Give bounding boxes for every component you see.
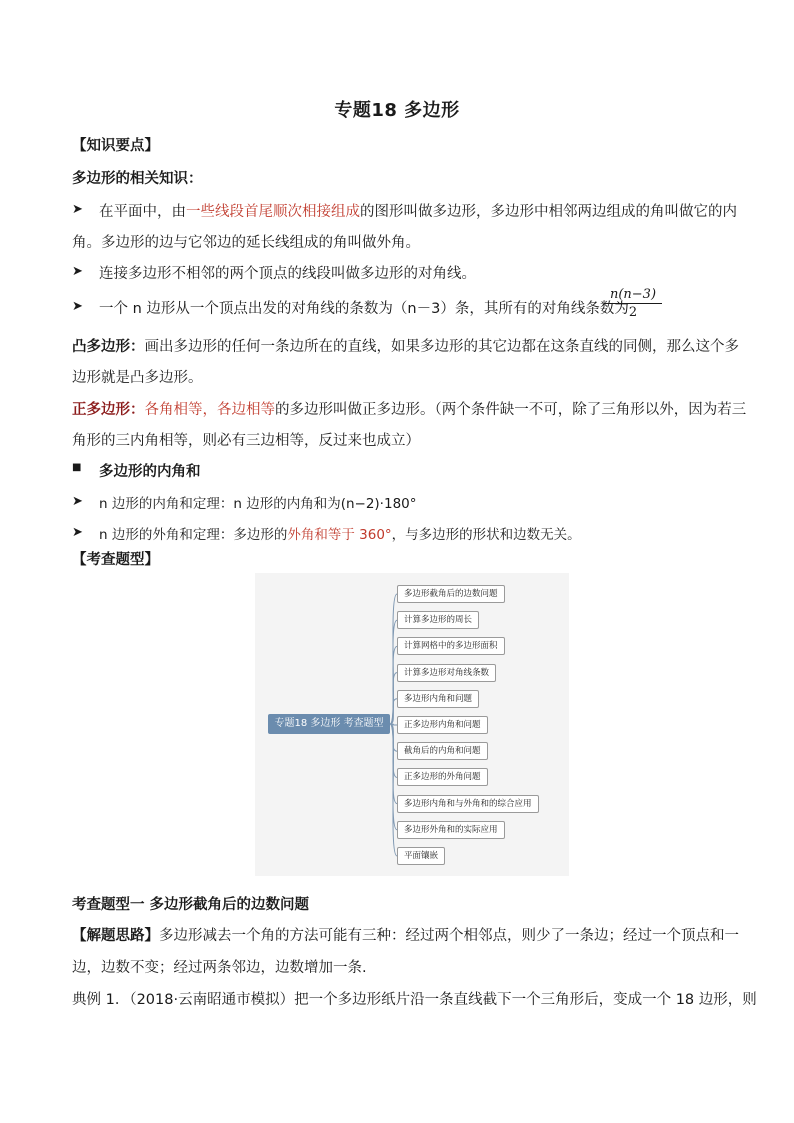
exterior-text: n 边形的外角和定理：多边形的 xyxy=(99,527,288,543)
arrow-bullet-icon: ➤ xyxy=(72,299,83,314)
interior-angle-theorem: n 边形的内角和定理：n 边形的内角和为(n−2)·180° xyxy=(99,496,417,512)
bullet1-highlight: 一些线段首尾顺次相接组成 xyxy=(186,204,360,220)
arrow-bullet-icon: ➤ xyxy=(72,202,83,217)
mindmap-node: 计算多边形对角线条数 xyxy=(397,664,496,682)
exterior-angle-theorem xyxy=(99,523,581,543)
regular-text: 的多边形叫做正多边形。（两个条件缺一不可，除了三角形以外，因为若三 xyxy=(275,402,747,418)
convex-label: 凸多边形： xyxy=(72,339,145,355)
mindmap-connector xyxy=(390,724,397,856)
mindmap-node: 多边形截角后的边数问题 xyxy=(397,585,505,603)
thinking-text: 多边形减去一个角的方法可能有三种：经过两个相邻点，则少了一条边；经过一个顶点和一 xyxy=(159,928,739,944)
fraction-denominator: 2 xyxy=(628,305,638,320)
mindmap-root: 专题18 多边形 考查题型 xyxy=(268,714,390,734)
mindmap-node: 正多边形的外角问题 xyxy=(397,768,488,786)
bullet2-text: 连接多边形不相邻的两个顶点的线段叫做多边形的对角线。 xyxy=(99,266,476,282)
convex-definition-line2: 边形就是凸多边形。 xyxy=(72,370,203,386)
mindmap-node: 计算多边形的周长 xyxy=(397,611,479,629)
type1-heading: 考查题型一 多边形截角后的边数问题 xyxy=(72,897,310,913)
bullet1-line1 xyxy=(99,200,737,221)
mindmap-node: 多边形内角和问题 xyxy=(397,690,479,708)
bullet1-text: 在平面中，由 xyxy=(99,204,186,220)
thinking-paragraph xyxy=(72,924,739,945)
mindmap-node: 平面镶嵌 xyxy=(397,847,445,865)
exterior-text-rest: ，与多边形的形状和边数无关。 xyxy=(391,527,581,543)
mindmap-node: 多边形内角和与外角和的综合应用 xyxy=(397,795,539,813)
thinking-label: 【解题思路】 xyxy=(72,928,159,944)
related-knowledge-heading: 多边形的相关知识： xyxy=(72,171,203,187)
mindmap-node: 正多边形内角和问题 xyxy=(397,716,488,734)
section-knowledge-heading: 【知识要点】 xyxy=(72,138,159,154)
mindmap-node: 多边形外角和的实际应用 xyxy=(397,821,505,839)
regular-highlight: 各角相等，各边相等 xyxy=(144,402,275,418)
section-types-heading: 【考查题型】 xyxy=(72,552,159,568)
example1-text: 典例 1．（2018·云南昭通市模拟）把一个多边形纸片沿一条直线截下一个三角形后，变成一个 18 边形，则 xyxy=(72,992,757,1008)
mindmap-node: 计算网格中的多边形面积 xyxy=(397,637,505,655)
diagonal-count-fraction xyxy=(604,287,662,320)
bullet1-line2: 角。多边形的边与它邻边的延长线组成的角叫做外角。 xyxy=(72,235,420,251)
bullet1-text-rest: 的图形叫做多边形，多边形中相邻两边组成的角叫做它的内 xyxy=(360,204,737,220)
square-bullet-icon: ■ xyxy=(72,462,82,473)
mindmap-connector xyxy=(390,699,397,724)
convex-definition xyxy=(72,335,739,356)
regular-label: 正多边形： xyxy=(72,402,145,418)
question-types-mindmap xyxy=(255,573,569,876)
arrow-bullet-icon: ➤ xyxy=(72,494,83,509)
regular-definition xyxy=(72,398,746,419)
mindmap-node: 截角后的内角和问题 xyxy=(397,742,488,760)
exterior-highlight: 外角和等于 360° xyxy=(287,527,392,543)
thinking-paragraph-line2: 边，边数不变；经过两条邻边，边数增加一条. xyxy=(72,960,367,976)
arrow-bullet-icon: ➤ xyxy=(72,525,83,540)
convex-text: 画出多边形的任何一条边所在的直线，如果多边形的其它边都在这条直线的同侧，那么这个多 xyxy=(144,339,739,355)
regular-definition-line2: 角形的三内角相等，则必有三边相等，反过来也成立） xyxy=(72,433,420,449)
angle-sum-heading: 多边形的内角和 xyxy=(99,464,201,480)
arrow-bullet-icon: ➤ xyxy=(72,264,83,279)
fraction-numerator: n(n−3) xyxy=(604,287,662,304)
page-title: 专题18 多边形 xyxy=(334,100,460,121)
bullet3-text: 一个 n 边形从一个顶点出发的对角线的条数为（n－3）条，其所有的对角线条数为 xyxy=(99,301,629,317)
